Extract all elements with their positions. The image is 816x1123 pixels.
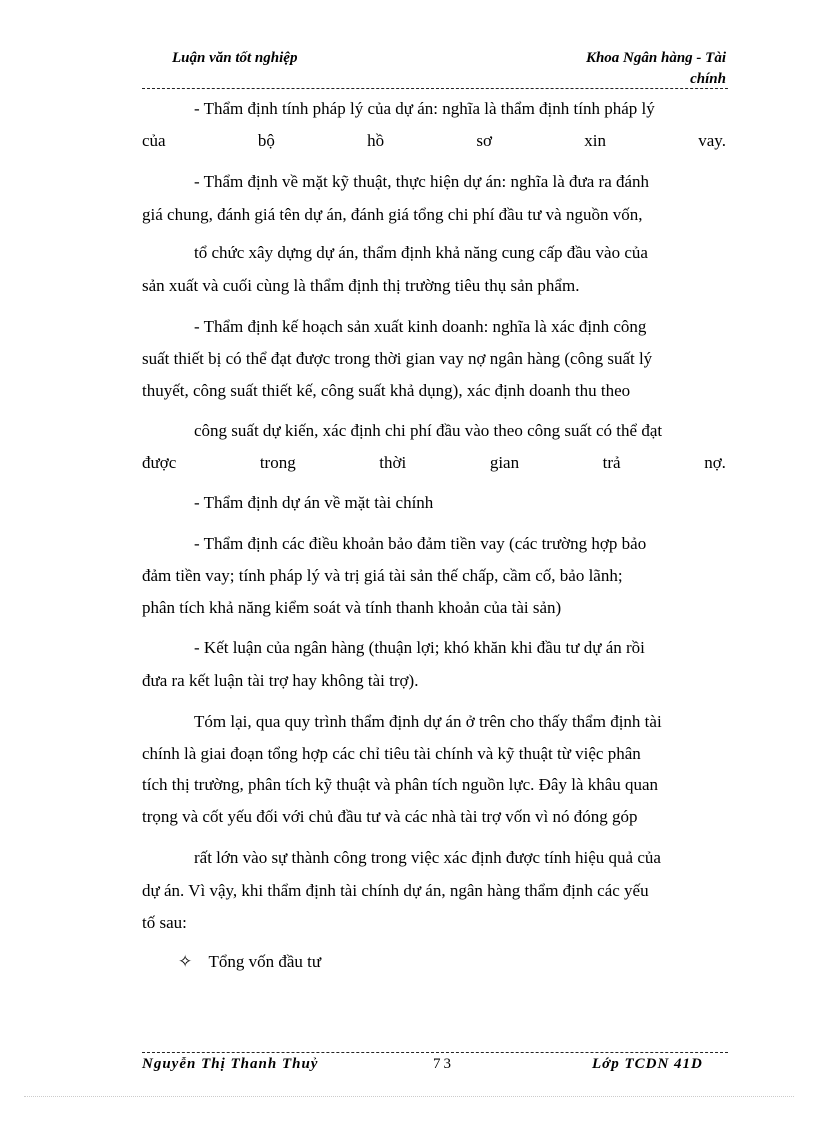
text-line: sản xuất và cuối cùng là thẩm định thị trường tiêu thụ sản phẩm. (142, 276, 580, 295)
header-department-line2: chính (690, 71, 726, 87)
justified-line (142, 452, 726, 474)
word: của (142, 131, 166, 150)
header-department (540, 48, 726, 90)
word: vay. (698, 131, 726, 150)
text-line: tích thị trường, phân tích kỹ thuật và phân tích nguồn lực. Đây là khâu quan (142, 775, 659, 794)
word: sơ (476, 131, 492, 150)
text-line: - Kết luận của ngân hàng (thuận lợi; khó khăn khi đầu tư dự án rồi (194, 638, 645, 657)
text-line: - Thẩm định dự án về mặt tài chính (194, 493, 434, 512)
header-title: Luận văn tốt nghiệp (172, 50, 298, 66)
text-line: đảm tiền vay; tính pháp lý và trị giá tài sản thế chấp, cầm cố, bảo lãnh; (142, 566, 623, 585)
word: trả (602, 453, 621, 472)
word: hồ (367, 131, 385, 150)
text-line: công suất dự kiến, xác định chi phí đầu vào theo công suất có thể đạt (194, 421, 663, 440)
word: thời (379, 453, 407, 472)
text-line: phân tích khả năng kiểm soát và tính thanh khoản của tài sản) (142, 598, 562, 617)
text-line: - Thẩm định các điều khoản bảo đảm tiền vay (các trường hợp bảo (194, 534, 647, 553)
page-edge (24, 1096, 794, 1097)
text-line: giá chung, đánh giá tên dự án, đánh giá tổng chi phí đầu tư và nguồn vốn, (142, 205, 643, 224)
word: bộ (257, 131, 275, 150)
header-department-line1: Khoa Ngân hàng - Tài (585, 50, 726, 66)
text-line: rất lớn vào sự thành công trong việc xác định được tính hiệu quả của (194, 848, 661, 867)
header-divider (142, 88, 728, 89)
text-line: dự án. Vì vậy, khi thẩm định tài chính dự án, ngân hàng thẩm định các yếu (142, 881, 649, 900)
page-number: 73 (433, 1056, 454, 1072)
bullet-item (178, 951, 321, 973)
word: trong (259, 453, 296, 472)
word: được (142, 453, 177, 472)
text-line: - Thẩm định tính pháp lý của dự án: nghĩa là thẩm định tính pháp lý (194, 99, 655, 118)
word: nợ. (704, 453, 726, 472)
footer-author: Nguyễn Thị Thanh Thuỷ (142, 1056, 319, 1072)
justified-line (142, 130, 726, 152)
footer-divider (142, 1052, 728, 1053)
text-line: Tóm lại, qua quy trình thẩm định dự án ở trên cho thấy thẩm định tài (194, 712, 662, 731)
text-line: đưa ra kết luận tài trợ hay không tài trợ). (142, 671, 419, 690)
bullet-item-text: Tổng vốn đầu tư (208, 952, 322, 971)
text-line: tổ chức xây dựng dự án, thẩm định khả năng cung cấp đầu vào của (194, 243, 648, 262)
word: gian (489, 453, 520, 472)
text-line: suất thiết bị có thể đạt được trong thời gian vay nợ ngân hàng (công suất lý (142, 349, 653, 368)
sparkle-bullet-icon: ✧ (178, 952, 193, 971)
text-line: tố sau: (142, 913, 187, 932)
footer-class: Lớp TCDN 41D (592, 1056, 703, 1072)
text-line: - Thẩm định về mặt kỹ thuật, thực hiện dự án: nghĩa là đưa ra đánh (194, 172, 650, 191)
text-line: thuyết, công suất thiết kế, công suất khả dụng), xác định doanh thu theo (142, 381, 631, 400)
text-line: trọng và cốt yếu đối với chủ đầu tư và các nhà tài trợ vốn vì nó đóng góp (142, 807, 638, 826)
text-line: chính là giai đoạn tổng hợp các chỉ tiêu tài chính và kỹ thuật từ việc phân (142, 744, 641, 763)
text-line: - Thẩm định kế hoạch sản xuất kinh doanh: nghĩa là xác định công (194, 317, 647, 336)
word: xin (584, 131, 606, 150)
